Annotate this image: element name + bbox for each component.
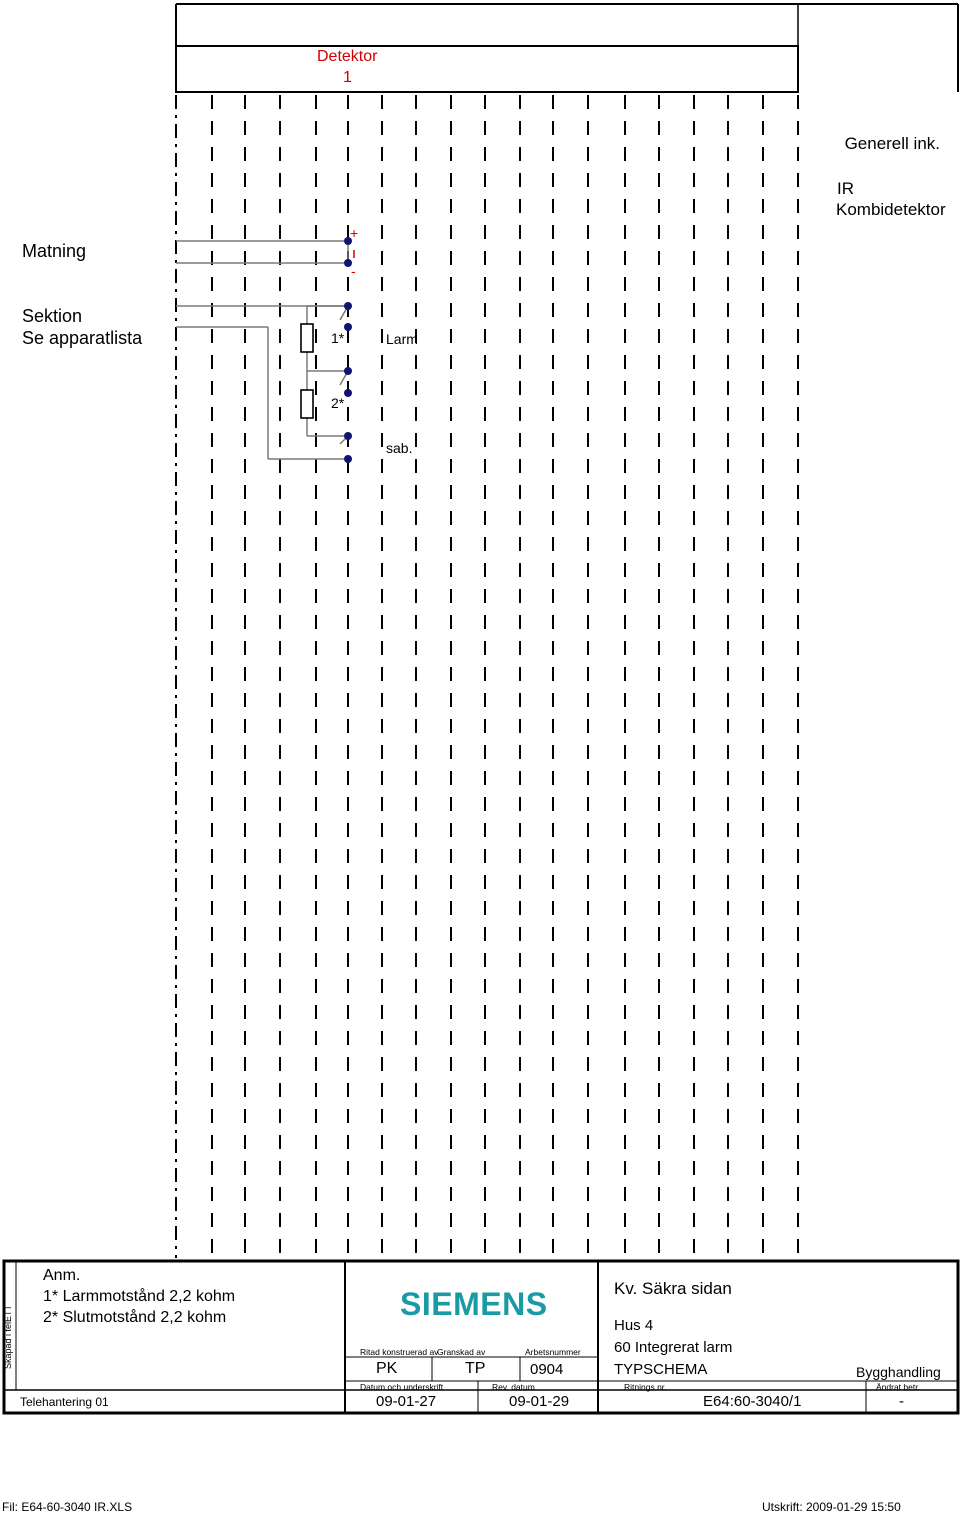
section-sub-label: Se apparatlista xyxy=(22,328,143,348)
header-frame xyxy=(176,4,958,92)
dashed-column-lines xyxy=(176,95,798,1258)
resistor-1 xyxy=(301,324,313,352)
minus-label: - xyxy=(351,263,356,279)
terminal-alarm xyxy=(344,323,352,331)
terminal-sab-b xyxy=(344,455,352,463)
changed-label: Ändrat betr. xyxy=(876,1382,920,1392)
drawing-number-label: Ritnings nr. xyxy=(624,1382,667,1392)
rev-date: 09-01-29 xyxy=(509,1393,570,1410)
device-line-3: Kombidetektor xyxy=(836,200,946,219)
section-label: Sektion xyxy=(22,306,83,326)
plus-label: + xyxy=(350,225,359,241)
checked-by: TP xyxy=(465,1360,486,1377)
terminal-mid-a xyxy=(344,367,352,375)
drawing-number: E64:60-3040/1 xyxy=(703,1393,802,1410)
notes-title: Anm. xyxy=(43,1267,81,1284)
siemens-logo: SIEMENS xyxy=(400,1286,548,1322)
terminal-sab-a xyxy=(344,432,352,440)
drawn-by-label: Ritad konstruerad av xyxy=(360,1347,439,1357)
title-block-frame xyxy=(4,1261,958,1413)
drawn-by: PK xyxy=(376,1360,398,1377)
resistor-1-label: 1* xyxy=(331,330,345,346)
checked-by-label: Granskad av xyxy=(437,1347,486,1357)
alarm-label: Larm xyxy=(386,331,418,347)
building: Hus 4 xyxy=(614,1317,654,1334)
date: 09-01-27 xyxy=(376,1393,437,1410)
terminal-mid-b xyxy=(344,389,352,397)
supply-label: Matning xyxy=(22,241,87,261)
status: Bygghandling xyxy=(856,1364,941,1380)
device-line-1: Generell ink. xyxy=(844,134,940,153)
device-line-2: IR xyxy=(837,179,854,198)
block-name: Kv. Säkra sidan xyxy=(614,1279,732,1298)
note-2: 2* Slutmotstånd 2,2 kohm xyxy=(43,1309,227,1326)
footer-printed: Utskrift: 2009-01-29 15:50 xyxy=(762,1500,901,1514)
resistor-2-label: 2* xyxy=(331,395,345,411)
side-label: Skapad i telETT xyxy=(3,1304,13,1369)
drawing-type: TYPSCHEMA xyxy=(614,1361,708,1378)
detector-number: 1 xyxy=(343,69,352,86)
sabotage-label: sab. xyxy=(386,440,413,456)
footer-file: Fil: E64-60-3040 IR.XLS xyxy=(2,1500,133,1514)
resistor-2 xyxy=(301,390,313,418)
date-label: Datum och underskrift xyxy=(360,1382,444,1392)
detector-title: Detektor xyxy=(317,48,378,65)
changed-value: - xyxy=(899,1393,904,1410)
document-name: Telehantering 01 xyxy=(20,1395,109,1409)
detector-title-box xyxy=(176,46,798,92)
note-1: 1* Larmmotstånd 2,2 kohm xyxy=(43,1288,236,1305)
terminal-section-in xyxy=(344,302,352,310)
wiring xyxy=(176,241,348,459)
system: 60 Integrerat larm xyxy=(614,1339,733,1356)
job-number: 0904 xyxy=(530,1361,564,1378)
job-number-label: Arbetsnummer xyxy=(525,1347,581,1357)
rev-date-label: Rev. datum xyxy=(492,1382,535,1392)
